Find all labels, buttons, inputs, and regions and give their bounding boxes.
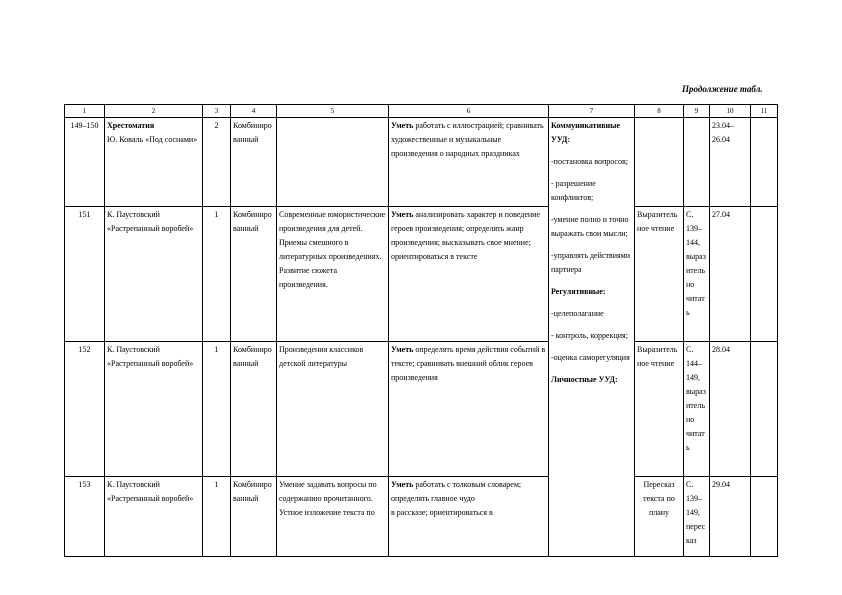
- lesson-pages: [684, 118, 710, 207]
- lesson-type: Комбинированный: [231, 477, 277, 557]
- skills-text: работать с толковым словарем; определять главное чудо: [391, 480, 522, 503]
- header-cell: 3: [203, 105, 231, 118]
- header-cell: 1: [65, 105, 105, 118]
- lesson-date: 23.04–26.04: [710, 118, 751, 207]
- lesson-pages: С. 144–149, выразительно читать: [684, 342, 710, 477]
- table-row: [65, 342, 778, 477]
- pers-uud-title: Личностные УУД:: [551, 375, 618, 384]
- uud-item: -управлять действиями партнера: [551, 251, 631, 274]
- lesson-type: Комбинированный: [231, 207, 277, 342]
- header-cell: 8: [635, 105, 684, 118]
- lesson-number: 149–150: [65, 118, 105, 207]
- topic-heading: Хрестоматия: [107, 121, 155, 130]
- skills-keyword: Уметь: [391, 210, 414, 219]
- lesson-date: 29.04: [710, 477, 751, 557]
- header-row: [65, 105, 778, 118]
- uud-item: - разрешение конфликтов;: [551, 179, 596, 202]
- header-cell: 5: [277, 105, 389, 118]
- lesson-number: 152: [65, 342, 105, 477]
- skills-text: определять время действия событий в тексте; сравнивать внешний облик героев произведения: [391, 345, 546, 382]
- header-cell: 11: [751, 105, 778, 118]
- lesson-pages: С. 139–149, пересказ: [684, 477, 710, 557]
- uud-item: - контроль, коррекция;: [551, 331, 628, 340]
- header-cell: 10: [710, 105, 751, 118]
- lesson-content: Умение задавать вопросы по содержанию прочитанного. Устное изложение текста по: [277, 477, 389, 557]
- header-cell: 9: [684, 105, 710, 118]
- skills-text: в рассказе; ориентироваться в: [391, 508, 493, 517]
- lesson-number: 153: [65, 477, 105, 557]
- lesson-plan-table: [64, 104, 778, 557]
- lesson-topic: [105, 118, 203, 207]
- header-cell: 6: [389, 105, 549, 118]
- lesson-activity: [635, 118, 684, 207]
- uud-item: -постановка вопросов;: [551, 157, 628, 166]
- lesson-content: Современные юмористические произведения для детей. Приемы смешного в литературных произведениях. Развитие сюжета произведения.: [277, 207, 389, 342]
- skills-text: работать с иллюстрацией; сравнивать художественные и музыкальные произведения о народных праздниках: [391, 121, 544, 158]
- lesson-activity: Пересказ текста по плану: [635, 477, 684, 557]
- lesson-skills: [389, 342, 549, 477]
- lesson-number: 151: [65, 207, 105, 342]
- table-row: [65, 477, 778, 557]
- comm-uud-title: Коммуникативные УУД:: [551, 121, 620, 144]
- lesson-date: 28.04: [710, 342, 751, 477]
- table-caption: Продолжение табл.: [682, 84, 763, 94]
- lesson-type: Комбинированный: [231, 118, 277, 207]
- lesson-note: [751, 342, 778, 477]
- uud-item: -умение полно и точно выражать свои мысли;: [551, 215, 629, 238]
- lesson-note: [751, 207, 778, 342]
- table-row: [65, 118, 778, 207]
- uud-cell: [549, 118, 635, 557]
- reg-uud-title: Регулятивные:: [551, 287, 606, 296]
- lesson-topic: К. Паустовский «Растрепанный воробей»: [105, 477, 203, 557]
- header-cell: 4: [231, 105, 277, 118]
- skills-keyword: Уметь: [391, 345, 414, 354]
- lesson-content: Произведения классиков детской литературы: [277, 342, 389, 477]
- header-cell: 7: [549, 105, 635, 118]
- lesson-skills: [389, 118, 549, 207]
- skills-keyword: Уметь: [391, 480, 414, 489]
- lesson-type: Комбинированный: [231, 342, 277, 477]
- lesson-content: [277, 118, 389, 207]
- uud-item: -целеполагание: [551, 309, 604, 318]
- skills-text: анализировать характер и поведение героев произведения; определять жанр произведения; высказывать свое мнение; ориентироваться в тексте: [391, 210, 540, 261]
- lesson-pages: С. 139–144, выразительно читать: [684, 207, 710, 342]
- header-cell: 2: [105, 105, 203, 118]
- lesson-activity: Выразительное чтение: [635, 207, 684, 342]
- lesson-skills: [389, 207, 549, 342]
- table-row: [65, 207, 778, 342]
- lesson-skills: [389, 477, 549, 557]
- lesson-hours: 2: [203, 118, 231, 207]
- lesson-activity: Выразительное чтение: [635, 342, 684, 477]
- topic-text: Ю. Коваль «Под соснами»: [107, 135, 198, 144]
- lesson-topic: К. Паустовский «Растрепанный воробей»: [105, 342, 203, 477]
- uud-item: -оценка саморегуляция: [551, 353, 630, 362]
- lesson-date: 27.04: [710, 207, 751, 342]
- lesson-topic: К. Паустовский «Растрепанный воробей»: [105, 207, 203, 342]
- lesson-hours: 1: [203, 477, 231, 557]
- lesson-note: [751, 118, 778, 207]
- lesson-hours: 1: [203, 207, 231, 342]
- lesson-note: [751, 477, 778, 557]
- lesson-hours: 1: [203, 342, 231, 477]
- skills-keyword: Уметь: [391, 121, 414, 130]
